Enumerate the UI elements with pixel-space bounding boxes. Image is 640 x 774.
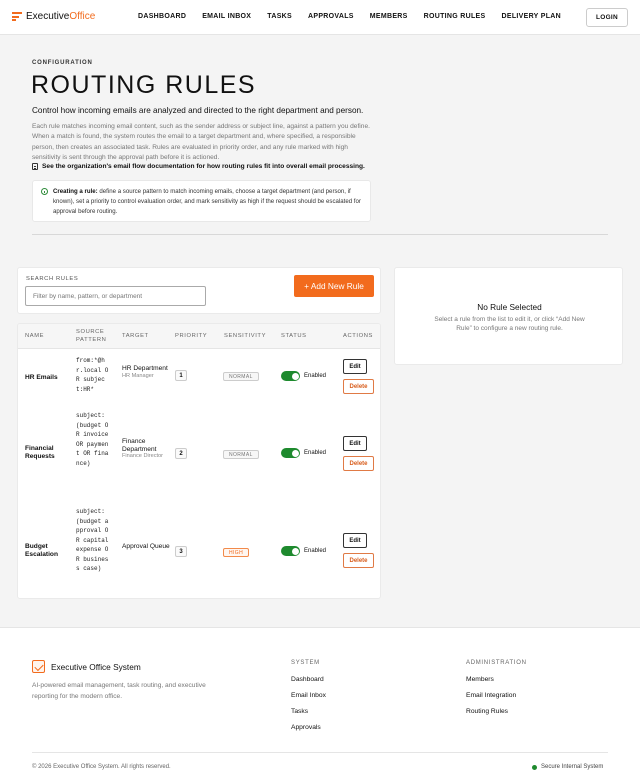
column-header-name: NAME <box>25 333 45 339</box>
column-header-status: STATUS <box>281 333 307 339</box>
nav-link-tasks[interactable]: TASKS <box>267 13 292 20</box>
add-new-rule-button[interactable]: + Add New Rule <box>294 275 374 297</box>
status-label: Enabled <box>304 373 327 379</box>
footer-link-approvals[interactable]: Approvals <box>291 724 321 731</box>
rule-name: Financial Requests <box>25 445 55 460</box>
delete-button[interactable]: Delete <box>343 456 374 471</box>
rule-name: HR Emails <box>25 374 58 381</box>
footer-admin-title: ADMINISTRATION <box>466 660 527 666</box>
rule-target <box>122 365 172 379</box>
target-department: Approval Queue <box>122 543 170 550</box>
delete-button[interactable]: Delete <box>343 379 374 394</box>
section-divider <box>32 234 608 235</box>
table-row <box>18 505 381 599</box>
table-header <box>18 324 381 349</box>
section-eyebrow: CONFIGURATION <box>32 60 93 66</box>
rules-table <box>17 323 381 599</box>
documentation-link-text: See the organization's email flow documentation for how routing rules fit into overall email processing. <box>42 163 365 170</box>
documentation-link[interactable] <box>32 163 365 170</box>
target-department: Finance Department <box>122 438 157 453</box>
target-department: HR Department <box>122 365 168 372</box>
footer-link-dashboard[interactable]: Dashboard <box>291 676 324 683</box>
rule-name: Budget Escalation <box>25 543 58 558</box>
delete-button[interactable]: Delete <box>343 553 374 568</box>
sensitivity-badge: NORMAL <box>223 450 259 459</box>
status-label: Enabled <box>304 548 327 554</box>
status-dot-icon <box>532 765 537 770</box>
rule-detail-panel <box>394 267 623 365</box>
search-label: SEARCH RULES <box>26 276 79 282</box>
rule-target <box>122 543 172 551</box>
nav-links <box>138 13 577 20</box>
brand-name: ExecutiveOffice <box>26 11 96 22</box>
status-toggle[interactable] <box>281 448 300 458</box>
detail-title: No Rule Selected <box>477 302 542 312</box>
priority-badge: 2 <box>175 448 187 459</box>
status-toggle[interactable] <box>281 371 300 381</box>
rule-pattern: from:*@hr.local OR subject:HR* <box>76 357 109 393</box>
column-header-priority: PRIORITY <box>175 333 208 339</box>
secure-status <box>532 764 603 770</box>
page-description: Each rule matches incoming email content, such as the sender address or subject line, against a pattern you define. When a match is found, the system routes the email to a target department and, where specified, a responsible person, then creates an associated task. Rules are evaluated in priority order, and any rule marked with high sensitivity is sent through the approval path before it is actioned. <box>32 123 370 162</box>
brand-logo[interactable] <box>12 11 95 22</box>
nav-link-dashboard[interactable]: DASHBOARD <box>138 13 187 20</box>
footer-link-members[interactable]: Members <box>466 676 494 683</box>
search-input[interactable] <box>25 286 206 306</box>
priority-badge: 1 <box>175 370 187 381</box>
search-card <box>17 267 381 314</box>
nav-link-email-inbox[interactable]: EMAIL INBOX <box>202 13 252 20</box>
secure-status-text: Secure Internal System <box>541 764 604 770</box>
brand-bars-icon <box>12 12 22 21</box>
footer-divider <box>32 752 608 753</box>
footer-link-tasks[interactable]: Tasks <box>291 708 309 715</box>
edit-button[interactable]: Edit <box>343 359 367 374</box>
footer-brand: Executive Office System <box>51 662 141 672</box>
page-title: ROUTING RULES <box>31 71 257 99</box>
copyright: © 2026 Executive Office System. All rights reserved. <box>32 764 171 770</box>
column-header-pattern: SOURCE PATTERN <box>76 329 107 343</box>
tip-box <box>32 180 371 222</box>
sensitivity-badge-high: HIGH <box>223 548 249 557</box>
column-header-target: TARGET <box>122 333 149 339</box>
sensitivity-badge: NORMAL <box>223 372 259 381</box>
footer-system-title: SYSTEM <box>291 660 320 666</box>
footer-tagline: AI-powered email management, task routing, and executive reporting for the modern office. <box>32 682 206 700</box>
info-icon <box>41 188 48 195</box>
top-nav <box>0 0 640 35</box>
rule-target <box>122 438 172 460</box>
target-person: Finance Director <box>122 453 164 460</box>
mail-icon <box>32 660 45 673</box>
footer-link-routing-rules[interactable]: Routing Rules <box>466 708 509 715</box>
rule-pattern: subject:(budget approval OR capital expense OR business case) <box>76 508 109 572</box>
table-row <box>18 407 381 503</box>
detail-text: Select a rule from the list to edit it, or click “Add New Rule” to configure a new routing rule. <box>434 316 585 332</box>
edit-button[interactable]: Edit <box>343 533 367 548</box>
nav-link-members[interactable]: MEMBERS <box>369 13 408 20</box>
column-header-sensitivity: SENSITIVITY <box>224 333 267 339</box>
footer-link-email-inbox[interactable]: Email Inbox <box>291 692 326 699</box>
status-toggle[interactable] <box>281 546 300 556</box>
document-icon <box>32 163 38 170</box>
target-person: HR Manager <box>122 372 154 379</box>
login-button[interactable]: LOGIN <box>586 8 628 27</box>
column-header-actions: ACTIONS <box>343 333 373 339</box>
priority-badge: 3 <box>175 546 187 557</box>
rule-pattern: subject:(budget OR invoice OR payment OR finance) <box>76 412 109 467</box>
status-label: Enabled <box>304 450 327 456</box>
footer <box>0 627 640 774</box>
footer-link-email-integration[interactable]: Email Integration <box>466 692 517 699</box>
nav-link-delivery-plan[interactable]: DELIVERY PLAN <box>501 13 562 20</box>
tip-text: Creating a rule: define a source pattern to match incoming emails, choose a target department (and person, if known), set a priority to control evaluation order, and mark sensitivity as high if the request should be escalated for approval before routing. <box>53 188 361 215</box>
edit-button[interactable]: Edit <box>343 436 367 451</box>
nav-link-approvals[interactable]: APPROVALS <box>308 13 354 20</box>
nav-link-routing-rules[interactable]: ROUTING RULES <box>423 13 486 20</box>
page-lead: Control how incoming emails are analyzed and directed to the right department and person. <box>32 106 364 115</box>
